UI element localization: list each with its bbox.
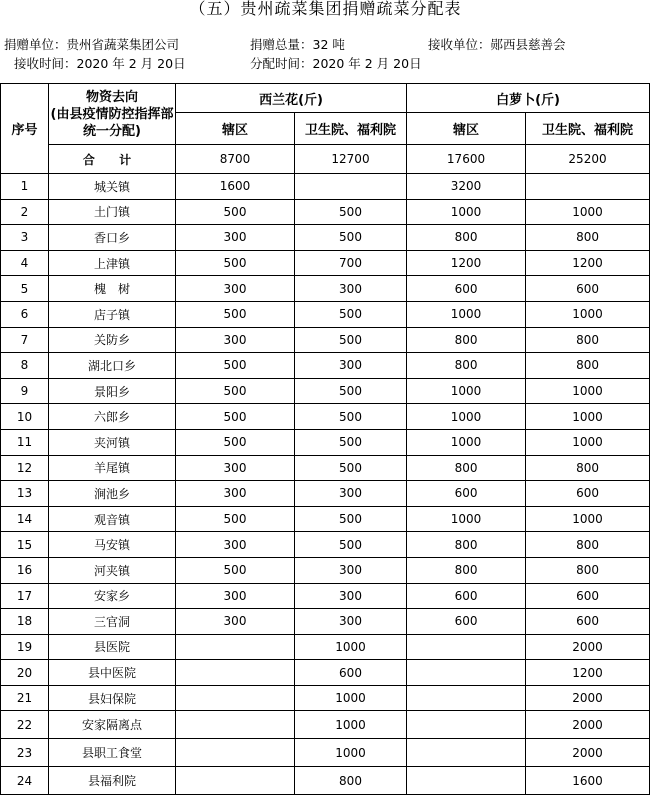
row-destination: 县福利院 [49,767,176,795]
row-broccoli-district [176,739,295,767]
amount-info: 捐赠总量：32 吨 [250,37,345,52]
row-no: 16 [1,557,49,583]
row-radish-district: 3200 [407,174,526,200]
row-radish-hospital: 800 [526,455,650,481]
row-broccoli-hospital: 500 [295,378,407,404]
row-broccoli-district: 300 [176,583,295,609]
header-no: 序号 [1,84,49,174]
row-radish-hospital: 600 [526,583,650,609]
row-no: 6 [1,301,49,327]
row-radish-district: 1000 [407,378,526,404]
table-row [1,199,650,225]
row-radish-district: 800 [407,353,526,379]
table-row [1,174,650,200]
row-destination: 槐 树 [49,276,176,302]
row-destination: 六郎乡 [49,404,176,430]
table-body [1,174,650,795]
row-broccoli-district: 300 [176,327,295,353]
row-broccoli-hospital: 800 [295,767,407,795]
row-broccoli-district [176,767,295,795]
table-row [1,455,650,481]
table-row [1,429,650,455]
row-radish-hospital: 1000 [526,404,650,430]
allocated-time-info: 分配时间：2020 年 2 月 20日 [250,56,422,71]
table-row [1,301,650,327]
row-radish-district: 600 [407,481,526,507]
row-no: 18 [1,609,49,635]
header-radish: 白萝卜(斤) [407,84,650,113]
row-radish-hospital: 800 [526,327,650,353]
row-broccoli-hospital: 500 [295,225,407,251]
row-broccoli-hospital: 500 [295,532,407,558]
row-no: 12 [1,455,49,481]
row-broccoli-hospital: 1000 [295,739,407,767]
row-broccoli-district: 500 [176,250,295,276]
table-row [1,532,650,558]
table-row [1,660,650,686]
row-broccoli-district: 300 [176,455,295,481]
table-row [1,609,650,635]
row-no: 17 [1,583,49,609]
row-radish-district [407,739,526,767]
table-row [1,481,650,507]
table-row [1,378,650,404]
row-destination: 县职工食堂 [49,739,176,767]
row-radish-hospital: 2000 [526,739,650,767]
received-time-info: 接收时间：2020 年 2 月 20日 [14,56,186,71]
row-radish-hospital: 2000 [526,634,650,660]
row-broccoli-district: 500 [176,557,295,583]
row-broccoli-hospital: 300 [295,353,407,379]
row-destination: 安家乡 [49,583,176,609]
row-destination: 涧池乡 [49,481,176,507]
row-radish-district [407,711,526,739]
row-no: 20 [1,660,49,686]
page-title: （五）贵州疏菜集团捐赠疏菜分配表 [189,0,462,18]
row-broccoli-district: 1600 [176,174,295,200]
header-radish-hospital: 卫生院、福利院 [526,113,650,145]
row-broccoli-district: 300 [176,609,295,635]
row-no: 14 [1,506,49,532]
row-no: 15 [1,532,49,558]
donor-info: 捐赠单位：贵州省蔬菜集团公司 [4,37,180,52]
table-row [1,327,650,353]
row-radish-district: 600 [407,583,526,609]
row-no: 13 [1,481,49,507]
row-broccoli-district [176,685,295,711]
row-radish-district: 600 [407,276,526,302]
row-radish-district: 1200 [407,250,526,276]
table-row [1,557,650,583]
row-radish-district: 600 [407,609,526,635]
table-row [1,685,650,711]
table-row [1,767,650,795]
row-radish-district: 1000 [407,301,526,327]
row-destination: 县妇保院 [49,685,176,711]
row-broccoli-hospital: 300 [295,481,407,507]
row-broccoli-district: 500 [176,378,295,404]
row-broccoli-hospital: 600 [295,660,407,686]
row-radish-district: 800 [407,327,526,353]
row-destination: 三官洞 [49,609,176,635]
row-radish-district: 800 [407,225,526,251]
row-broccoli-hospital: 1000 [295,634,407,660]
recipient-info: 接收单位：郧西县慈善会 [428,37,566,52]
row-broccoli-district [176,660,295,686]
row-destination: 河夹镇 [49,557,176,583]
row-no: 4 [1,250,49,276]
row-destination: 县中医院 [49,660,176,686]
row-radish-hospital: 1000 [526,199,650,225]
row-broccoli-district [176,634,295,660]
row-broccoli-hospital: 500 [295,455,407,481]
header-broccoli-hospital: 卫生院、福利院 [295,113,407,145]
row-radish-hospital: 1200 [526,660,650,686]
row-radish-district: 800 [407,557,526,583]
row-radish-hospital: 800 [526,353,650,379]
row-destination: 香口乡 [49,225,176,251]
row-destination: 上津镇 [49,250,176,276]
row-destination: 景阳乡 [49,378,176,404]
row-no: 9 [1,378,49,404]
row-broccoli-hospital: 1000 [295,711,407,739]
row-radish-district [407,660,526,686]
row-broccoli-hospital: 500 [295,506,407,532]
row-radish-district [407,634,526,660]
table-row [1,506,650,532]
row-no: 11 [1,429,49,455]
row-destination: 夹河镇 [49,429,176,455]
row-radish-hospital: 800 [526,557,650,583]
row-broccoli-hospital: 500 [295,199,407,225]
table-row [1,583,650,609]
row-broccoli-district: 500 [176,506,295,532]
row-broccoli-hospital: 500 [295,404,407,430]
row-radish-hospital: 800 [526,532,650,558]
row-no: 23 [1,739,49,767]
row-broccoli-district: 300 [176,532,295,558]
table-row [1,404,650,430]
row-no: 1 [1,174,49,200]
row-radish-hospital: 600 [526,609,650,635]
row-broccoli-hospital: 500 [295,301,407,327]
table-row [1,739,650,767]
row-broccoli-district: 500 [176,429,295,455]
row-no: 24 [1,767,49,795]
row-radish-hospital: 2000 [526,711,650,739]
total-broccoli-hospital: 12700 [295,145,407,174]
row-broccoli-hospital: 300 [295,609,407,635]
row-destination: 观音镇 [49,506,176,532]
row-radish-hospital: 1200 [526,250,650,276]
row-no: 8 [1,353,49,379]
row-no: 21 [1,685,49,711]
row-destination: 县医院 [49,634,176,660]
row-destination: 关防乡 [49,327,176,353]
row-broccoli-district: 500 [176,301,295,327]
allocation-table [0,83,650,795]
row-no: 5 [1,276,49,302]
row-broccoli-district: 500 [176,404,295,430]
total-label: 合 计 [49,145,176,174]
table-row [1,353,650,379]
table-row [1,634,650,660]
table-row [1,276,650,302]
row-broccoli-hospital: 500 [295,327,407,353]
table-row [1,711,650,739]
row-radish-hospital: 2000 [526,685,650,711]
row-broccoli-district: 300 [176,225,295,251]
total-radish-hospital: 25200 [526,145,650,174]
row-radish-district: 1000 [407,429,526,455]
row-broccoli-hospital: 300 [295,276,407,302]
row-no: 10 [1,404,49,430]
total-radish-district: 17600 [407,145,526,174]
row-broccoli-district: 300 [176,481,295,507]
row-broccoli-hospital: 500 [295,429,407,455]
row-radish-district: 1000 [407,506,526,532]
row-radish-hospital: 1000 [526,301,650,327]
header-broccoli-district: 辖区 [176,113,295,145]
row-radish-district: 800 [407,532,526,558]
row-broccoli-district: 300 [176,276,295,302]
row-radish-hospital: 1000 [526,378,650,404]
row-radish-hospital: 600 [526,276,650,302]
row-radish-hospital: 1000 [526,429,650,455]
table-row [1,225,650,251]
row-broccoli-district [176,711,295,739]
row-radish-hospital: 600 [526,481,650,507]
row-broccoli-hospital: 300 [295,557,407,583]
row-broccoli-hospital: 1000 [295,685,407,711]
row-no: 19 [1,634,49,660]
row-broccoli-hospital: 300 [295,583,407,609]
header-destination: 物资去向 (由县疫情防控指挥部统一分配) [49,84,176,145]
row-radish-hospital: 1000 [526,506,650,532]
table-row [1,250,650,276]
row-radish-district [407,767,526,795]
row-no: 2 [1,199,49,225]
header-radish-district: 辖区 [407,113,526,145]
row-radish-district [407,685,526,711]
row-broccoli-hospital: 700 [295,250,407,276]
row-no: 7 [1,327,49,353]
header-broccoli: 西兰花(斤) [176,84,407,113]
row-no: 22 [1,711,49,739]
row-radish-district: 1000 [407,404,526,430]
row-destination: 羊尾镇 [49,455,176,481]
row-destination: 店子镇 [49,301,176,327]
row-destination: 安家隔离点 [49,711,176,739]
row-destination: 马安镇 [49,532,176,558]
row-radish-hospital [526,174,650,200]
row-broccoli-district: 500 [176,353,295,379]
row-no: 3 [1,225,49,251]
row-destination: 城关镇 [49,174,176,200]
row-radish-hospital: 800 [526,225,650,251]
row-radish-district: 1000 [407,199,526,225]
row-radish-district: 800 [407,455,526,481]
row-destination: 土门镇 [49,199,176,225]
row-broccoli-hospital [295,174,407,200]
row-destination: 湖北口乡 [49,353,176,379]
total-broccoli-district: 8700 [176,145,295,174]
row-broccoli-district: 500 [176,199,295,225]
row-radish-hospital: 1600 [526,767,650,795]
